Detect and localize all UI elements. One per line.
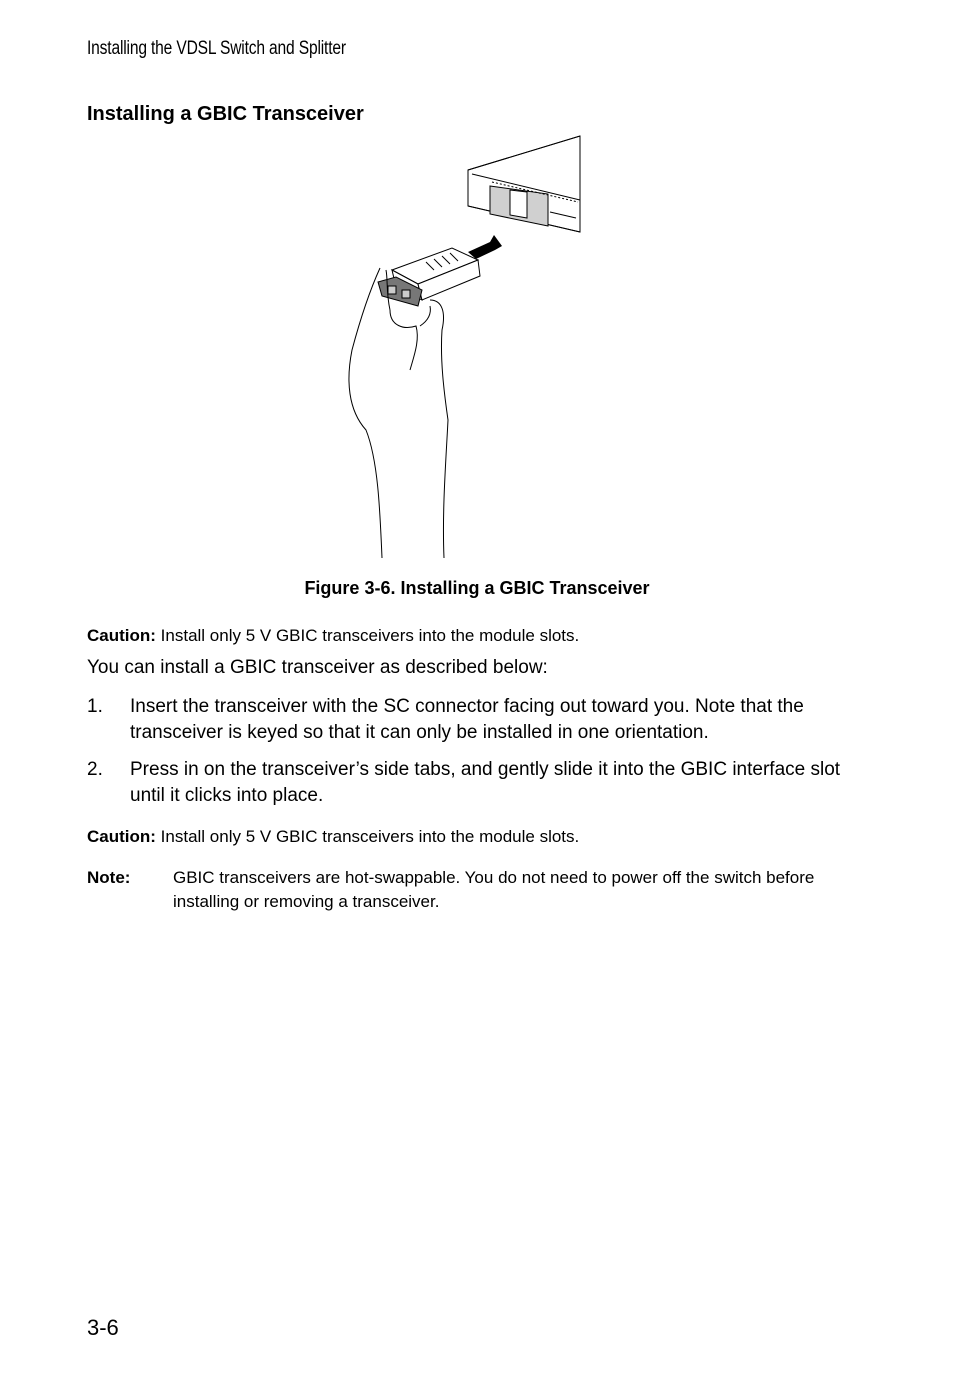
intro-paragraph: You can install a GBIC transceiver as described below: bbox=[87, 657, 548, 678]
figure-caption: Figure 3-6. Installing a GBIC Transceiver bbox=[304, 578, 650, 598]
page-number: 3-6 bbox=[87, 1315, 119, 1340]
step-text: Insert the transceiver with the SC connector facing out toward you. Note that the transceiver is keyed so that it can only be installed in one orientation. bbox=[130, 696, 804, 743]
note-label: Note: bbox=[87, 868, 131, 887]
caution-label: Caution: bbox=[87, 827, 156, 846]
hand-outline bbox=[349, 268, 448, 558]
caution-label: Caution: bbox=[87, 626, 156, 645]
running-head: Installing the VDSL Switch and Splitter bbox=[87, 38, 346, 59]
caution-notice-top bbox=[87, 624, 579, 648]
caution-notice-bottom bbox=[87, 825, 579, 849]
step-text: Press in on the transceiver’s side tabs, and gently slide it into the GBIC interface slot until it clicks into place. bbox=[130, 759, 841, 806]
gbic-installation-illustration bbox=[330, 130, 590, 562]
transceiver bbox=[378, 248, 480, 306]
switch-chassis bbox=[468, 136, 580, 232]
note-text: GBIC transceivers are hot-swappable. You do not need to power off the switch before installing or removing a transceiver. bbox=[173, 868, 815, 911]
step-number: 1. bbox=[87, 696, 103, 717]
step-number: 2. bbox=[87, 759, 103, 780]
section-title: Installing a GBIC Transceiver bbox=[87, 103, 364, 125]
insert-arrow bbox=[468, 235, 502, 259]
caution-text: Install only 5 V GBIC transceivers into the module slots. bbox=[160, 626, 580, 645]
caution-text: Install only 5 V GBIC transceivers into the module slots. bbox=[160, 827, 580, 846]
